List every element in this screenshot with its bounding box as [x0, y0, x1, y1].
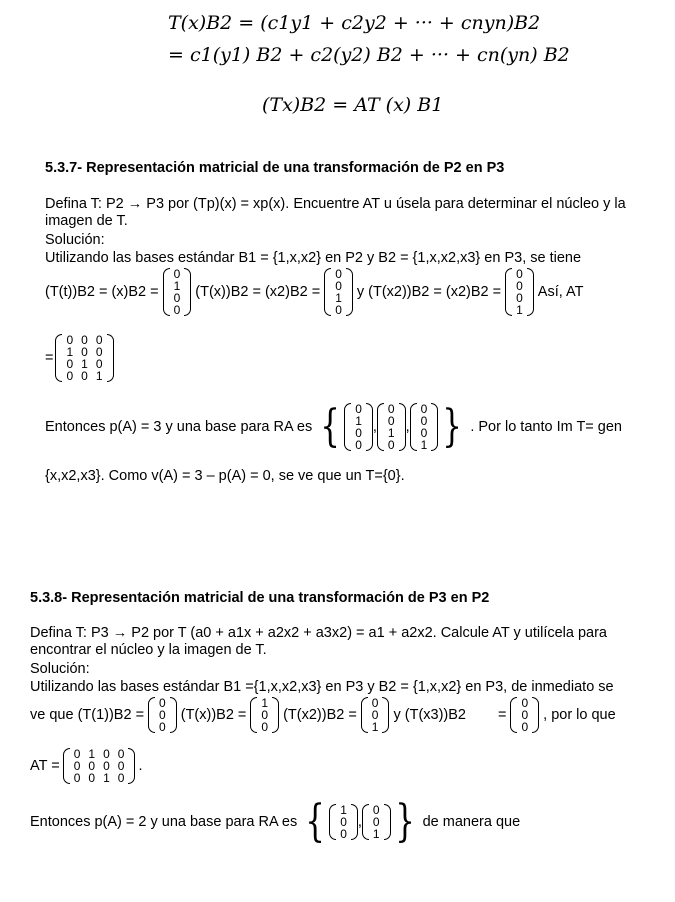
vector-entry: 0 — [371, 696, 379, 710]
vector-entry: 0 — [159, 696, 166, 710]
matrix-entry: 1 — [103, 771, 110, 785]
section-538-heading: 5.3.8- Representación matricial de una transformación de P3 en P2 — [30, 590, 490, 606]
basis-set-538: { 1 0 0 , 0 0 1 } — [305, 796, 415, 847]
vector-3 — [361, 697, 390, 733]
vector-entry: 0 — [516, 291, 523, 305]
vector-entry: 0 — [159, 708, 166, 722]
matrix-entry: 0 — [117, 771, 125, 785]
rank-sentence-start: Entonces p(A) = 2 y una base para RA es — [30, 813, 298, 830]
vector-entry: 0 — [372, 803, 380, 817]
vector-entry: 1 — [420, 438, 428, 452]
vector-entry: 0 — [261, 708, 269, 722]
section-537-images-row — [45, 268, 583, 316]
images-label-4: y (T(x3))B2 — [393, 706, 466, 723]
vector-entry: 1 — [371, 720, 379, 734]
vector-entry: 0 — [335, 279, 342, 293]
equation-1-line-2: = c1(y1) B2 + c2(y2) B2 + ··· + cn(yn) B2 — [168, 44, 570, 66]
vector-entry: 0 — [355, 438, 362, 452]
matrix-entry: 1 — [81, 357, 88, 371]
images-label-2: (T(x))B2 = — [180, 706, 247, 723]
matrix-entry: 0 — [117, 747, 125, 761]
vector-entry: 0 — [159, 720, 166, 734]
rank-sentence-end: . Por lo tanto Im T= gen — [470, 418, 622, 435]
matrix-entry: 0 — [88, 771, 96, 785]
vector-entry: 0 — [335, 267, 342, 281]
matrix-entry: 0 — [66, 369, 74, 383]
matrix-entry: 0 — [103, 759, 110, 773]
rank-sentence-start: Entonces p(A) = 3 y una base para RA es — [45, 418, 313, 435]
vector-entry: 0 — [420, 402, 428, 416]
matrix-entry: 0 — [81, 333, 88, 347]
section-537-conclusion: {x,x2,x3}. Como v(A) = 3 – p(A) = 0, se ve que un T={0}. — [45, 468, 405, 484]
vector-2 — [250, 697, 279, 733]
vector-entry: 0 — [387, 402, 395, 416]
matrix-entry: 0 — [117, 759, 125, 773]
vector-entry: 1 — [340, 803, 347, 817]
section-538-rank-row — [30, 796, 521, 847]
vector-3 — [505, 268, 534, 316]
vector-entry: 0 — [173, 303, 181, 317]
vector-entry: 0 — [516, 279, 523, 293]
matrix-entry: 0 — [81, 345, 88, 359]
matrix-entry: 1 — [95, 369, 103, 383]
vector-entry: 1 — [261, 696, 269, 710]
matrix-entry: 0 — [66, 333, 74, 347]
images-label-2: (T(x))B2 = (x2)B2 = — [195, 283, 321, 300]
vector-1 — [148, 697, 177, 733]
vector-entry: 0 — [340, 815, 347, 829]
vector-entry: 1 — [387, 426, 395, 440]
basis-set-537: { 0 1 0 0 , 0 0 1 0 , 0 0 0 1 } — [320, 401, 463, 452]
asi-label: Así, AT — [537, 283, 584, 300]
section-537-matrix-row: = 0 0 0 1 0 0 0 1 0 0 0 1 — [45, 334, 114, 382]
vector-entry: 0 — [521, 708, 529, 722]
vector-entry: 0 — [516, 267, 523, 281]
vector-entry: 0 — [173, 267, 181, 281]
matrix-entry: 0 — [95, 333, 103, 347]
vector-entry: 0 — [420, 414, 428, 428]
vector-1 — [163, 268, 192, 316]
images-label-5: = — [497, 706, 507, 723]
section-538-matrix-row: AT = 0 1 0 0 0 0 0 0 0 0 1 0 . — [30, 747, 143, 785]
rank-sentence-end: de manera que — [422, 813, 521, 830]
vector-entry: 0 — [521, 696, 529, 710]
matrix-entry: 0 — [73, 747, 81, 761]
section-537-rank-row — [45, 403, 622, 451]
section-537-heading: 5.3.7- Representación matricial de una transformación de P2 en P3 — [45, 160, 505, 176]
matrix-entry: 0 — [73, 771, 81, 785]
matrix-entry: 1 — [66, 345, 74, 359]
vector-entry: 1 — [173, 279, 181, 293]
matrix-entry: 0 — [95, 345, 103, 359]
vector-entry: 0 — [372, 815, 380, 829]
matrix-entry: 0 — [103, 747, 110, 761]
vector-4 — [510, 697, 539, 733]
vector-entry: 0 — [420, 426, 428, 440]
vector-entry: 1 — [372, 827, 380, 841]
section-538-problem: Defina T: P3 → P2 por T (a0 + a1x + a2x2 + a3x2) = a1 + a2x2. Calcule AT y utilícela para encontrar el núcleo y la imagen de T. — [30, 625, 607, 658]
vector-entry: 0 — [261, 720, 269, 734]
at-label: AT = — [30, 757, 60, 774]
matrix-entry: 0 — [73, 759, 81, 773]
vector-entry: 0 — [335, 303, 342, 317]
section-538-bases: Utilizando las bases estándar B1 ={1,x,x2,x3} en P3 y B2 = {1,x,x2} en P3, de inmediato se — [30, 679, 614, 695]
section-538-images-row — [30, 697, 616, 733]
images-label-1: ve que (T(1))B2 = — [30, 706, 145, 723]
equation-2: (Tx)B2 = AT (x) B1 — [262, 94, 444, 116]
matrix-AT-538 — [63, 748, 136, 784]
images-end: , por lo que — [543, 706, 616, 723]
section-537-solution-label: Solución: — [45, 232, 105, 248]
matrix-entry: 1 — [88, 747, 96, 761]
vector-entry: 0 — [521, 720, 529, 734]
matrix-entry: 0 — [66, 357, 74, 371]
vector-entry: 1 — [355, 414, 362, 428]
equation-1-line-1: T(x)B2 = (c1y1 + c2y2 + ··· + cnyn)B2 — [168, 12, 541, 34]
vector-entry: 0 — [173, 291, 181, 305]
images-label-3: (T(x2))B2 = — [283, 706, 357, 723]
vector-entry: 1 — [516, 303, 523, 317]
vector-entry: 1 — [335, 291, 342, 305]
vector-2 — [324, 268, 353, 316]
section-538-solution-label: Solución: — [30, 661, 90, 677]
section-537-bases: Utilizando las bases estándar B1 = {1,x,x2} en P2 y B2 = {1,x,x2,x3} en P3, se tiene — [45, 250, 582, 266]
images-label-1: (T(t))B2 = (x)B2 = — [45, 283, 159, 300]
vector-entry: 0 — [355, 426, 362, 440]
matrix-entry: 0 — [88, 759, 96, 773]
vector-entry: 0 — [387, 414, 395, 428]
matrix-entry: 0 — [95, 357, 103, 371]
matrix-entry: 0 — [81, 369, 88, 383]
images-label-3: y (T(x2))B2 = (x2)B2 = — [356, 283, 502, 300]
matrix-AT-537 — [55, 334, 113, 382]
vector-entry: 0 — [387, 438, 395, 452]
vector-entry: 0 — [371, 708, 379, 722]
vector-entry: 0 — [340, 827, 347, 841]
vector-entry: 0 — [355, 402, 362, 416]
section-537-problem: Defina T: P2 → P3 por (Tp)(x) = xp(x). Encuentre AT u úsela para determinar el núcleo y la imagen de T. — [45, 196, 626, 229]
